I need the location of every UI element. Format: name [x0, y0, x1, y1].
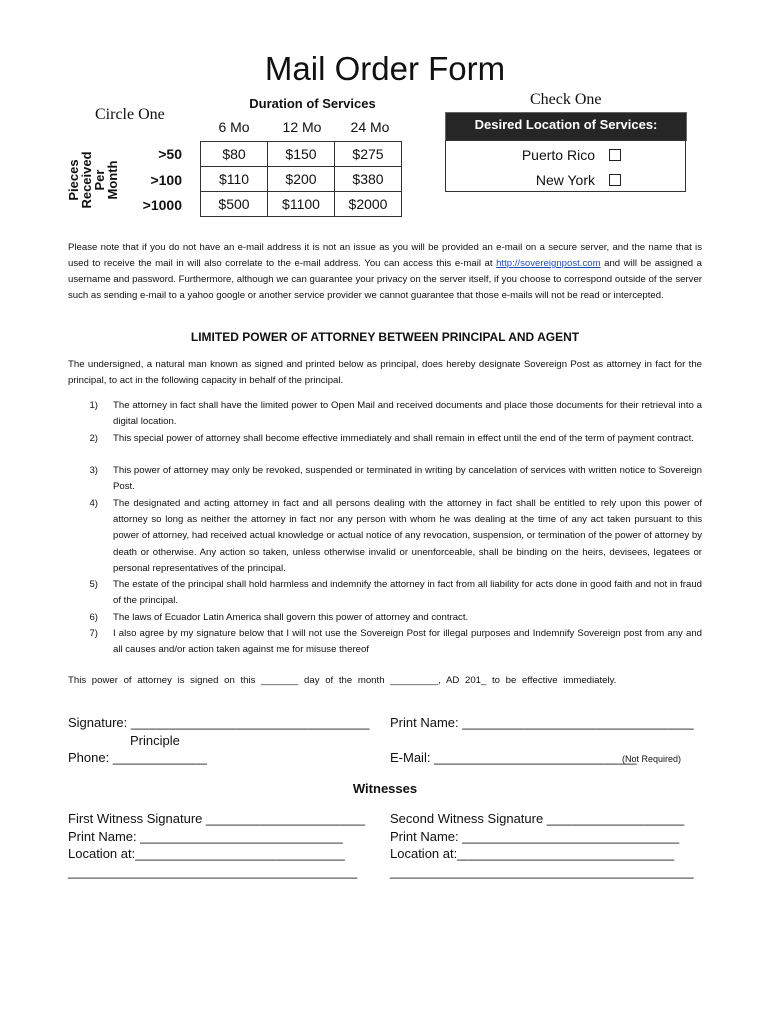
table-row: [201, 167, 402, 192]
signature-field[interactable]: Signature: _________________________________: [68, 715, 370, 730]
not-required-note: (Not Required): [622, 754, 682, 764]
phone-field[interactable]: Phone: _____________: [68, 750, 207, 765]
puerto-rico-checkbox[interactable]: [609, 149, 621, 161]
sovereignpost-link[interactable]: http://sovereignpost.com: [496, 258, 601, 269]
price-cell[interactable]: $80: [201, 142, 268, 167]
new-york-checkbox[interactable]: [609, 174, 621, 186]
pricing-table: [200, 141, 402, 217]
location-option-label: Puerto Rico: [521, 147, 595, 163]
location-header: Desired Location of Services:: [445, 112, 687, 141]
first-witness-extra-line[interactable]: ________________________________________: [68, 864, 358, 879]
price-cell[interactable]: $1100: [268, 192, 335, 217]
duration-title: Duration of Services: [249, 96, 376, 111]
column-header-24mo: 24 Mo: [350, 119, 390, 135]
price-cell[interactable]: $150: [268, 142, 335, 167]
check-one-label: Check One: [530, 91, 602, 108]
row-header-1000: >1000: [142, 197, 182, 213]
row-header-50: >50: [158, 146, 182, 162]
principle-label: Principle: [130, 733, 180, 748]
first-witness-location-field[interactable]: Location at:_____________________________: [68, 846, 345, 861]
column-header-6mo: 6 Mo: [218, 119, 250, 135]
second-witness-print-name-field[interactable]: Print Name: ______________________________: [390, 829, 680, 844]
location-option-label: New York: [535, 172, 595, 188]
second-witness-signature-field[interactable]: Second Witness Signature ___________________: [390, 811, 685, 826]
price-cell[interactable]: $275: [335, 142, 402, 167]
page-title: Mail Order Form: [264, 50, 506, 87]
price-cell[interactable]: $380: [335, 167, 402, 192]
table-row: [201, 142, 402, 167]
price-cell[interactable]: $110: [201, 167, 268, 192]
price-cell[interactable]: $200: [268, 167, 335, 192]
first-witness-signature-field[interactable]: First Witness Signature ______________________: [68, 811, 366, 826]
price-cell[interactable]: $2000: [335, 192, 402, 217]
location-options-box: [445, 140, 686, 192]
witnesses-heading: Witnesses: [352, 781, 418, 796]
pieces-received-label: Pieces Received Per Month: [66, 151, 120, 209]
email-field[interactable]: E-Mail: ____________________________: [390, 750, 637, 765]
print-name-field[interactable]: Print Name: ________________________________: [390, 715, 694, 730]
second-witness-location-field[interactable]: Location at:______________________________: [390, 846, 675, 861]
second-witness-extra-line[interactable]: __________________________________________: [390, 864, 694, 879]
email-notice: Please note that if you do not have an e-mail address it is not an issue as you will be provided an e-mail on a secure server, and the name that is used to receive the mail in will also correlate to the e-mail address. You can access this e-mail at http://sovereignpost.com and will be assigned a username and password. Furthermore, although we can guarantee your privacy on the server itself, if you choose to correspond outside of the server such as sending e-mail to a yahoo google or another service provider we cannot guarantee that those e-mails will not be read or intercepted.: [68, 242, 702, 301]
row-header-100: >100: [150, 172, 182, 188]
price-cell[interactable]: $500: [201, 192, 268, 217]
first-witness-print-name-field[interactable]: Print Name: ____________________________: [68, 829, 343, 844]
poa-heading: LIMITED POWER OF ATTORNEY BETWEEN PRINCIPAL AND AGENT: [190, 330, 580, 344]
poa-intro: The undersigned, a natural man known as signed and printed below as principal, does hereby designate Sovereign Post as attorney in fact for the principal, to act in the following capacity in behalf of the principal.: [68, 359, 702, 386]
column-header-12mo: 12 Mo: [282, 119, 322, 135]
table-row: [201, 192, 402, 217]
signed-date-line: This power of attorney is signed on this _______ day of the month _________, AD 201_ to be effective immediately.: [68, 675, 617, 686]
circle-one-label: Circle One: [95, 106, 165, 123]
